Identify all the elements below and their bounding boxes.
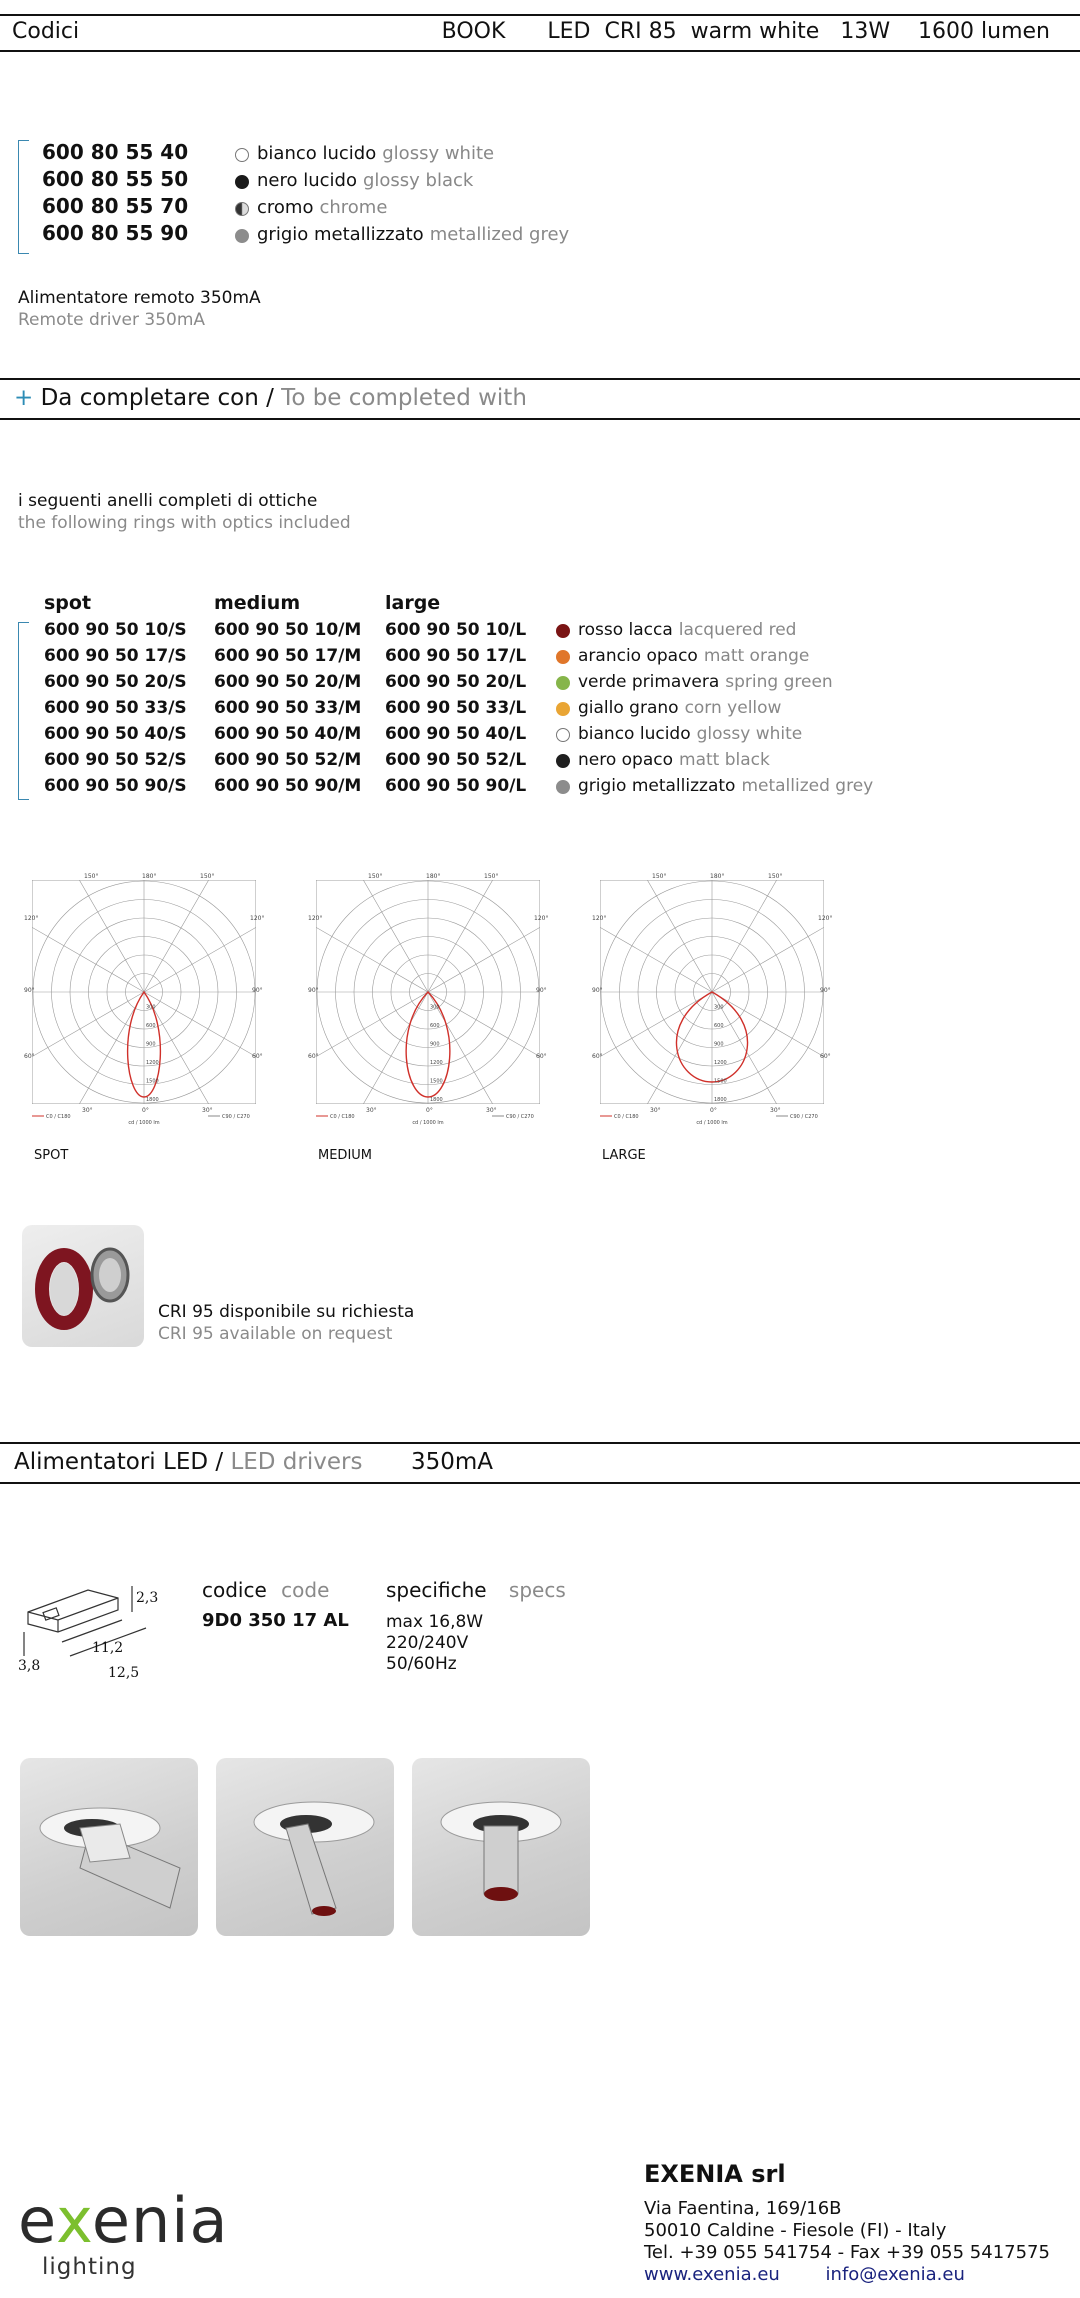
drivers-sep: /	[215, 1449, 224, 1475]
ring-photo	[22, 1225, 144, 1347]
finish-en: chrome	[319, 197, 388, 218]
codes-bracket	[18, 140, 29, 254]
angle-label: 150°	[768, 873, 783, 880]
company-name: EXENIA srl	[644, 2160, 786, 2188]
code-label-it: codice	[202, 1578, 267, 1602]
ring-color-it: grigio metallizzato	[578, 776, 736, 796]
finish-en: glossy black	[362, 170, 474, 191]
unit-label: cd / 1000 lm	[412, 1120, 444, 1126]
ring-color-it: arancio opaco	[578, 646, 698, 666]
angle-label: 150°	[84, 873, 99, 880]
driver-dim-length: 12,5	[108, 1665, 140, 1681]
exenia-logo	[18, 2184, 229, 2280]
cri-note-it: CRI 95 disponibile su richiesta	[158, 1302, 415, 1322]
ring-code-medium: 600 90 50 10/M	[214, 620, 362, 640]
angle-label: 90°	[252, 987, 263, 994]
finish-en: metallized grey	[429, 224, 570, 245]
angle-label: 120°	[24, 915, 39, 922]
angle-label: 30°	[82, 1107, 93, 1114]
rings-header-spot: spot	[44, 592, 92, 614]
ring-value-label: 1500	[146, 1078, 159, 1085]
ring-value-label: 1500	[714, 1078, 727, 1085]
product-photo-3	[412, 1758, 590, 1936]
legend-c0-label: C0 / C180	[330, 1114, 355, 1120]
angle-label: 150°	[652, 873, 667, 880]
ring-color-en: glossy white	[696, 724, 803, 744]
code-label-en: code	[281, 1578, 330, 1602]
plus-icon: +	[14, 385, 34, 411]
rings-note-en: the following rings with optics included	[18, 513, 351, 533]
ring-color-swatch-icon	[556, 754, 570, 768]
finish-swatch-icon	[235, 148, 249, 162]
angle-label: 90°	[536, 987, 547, 994]
driver-note-en: Remote driver 350mA	[18, 310, 206, 330]
company-address-1: Via Faentina, 169/16B	[644, 2198, 842, 2219]
spec-line-2: 220/240V	[386, 1633, 469, 1653]
angle-label: 60°	[24, 1053, 35, 1060]
ring-code-medium: 600 90 50 52/M	[214, 750, 362, 770]
ring-value-label: 1200	[714, 1060, 727, 1066]
ring-value-label: 900	[146, 1041, 156, 1048]
ring-row	[44, 669, 864, 695]
angle-label: 180°	[142, 873, 157, 880]
company-email-link[interactable]: info@exenia.eu	[825, 2264, 965, 2285]
code-number: 600 80 55 90	[42, 221, 189, 245]
complete-bar	[0, 378, 1080, 420]
ring-color-it: nero opaco	[578, 750, 674, 770]
angle-label: 120°	[592, 915, 607, 922]
legend-c0-label: C0 / C180	[46, 1114, 71, 1120]
ring-code-spot: 600 90 50 90/S	[44, 776, 187, 796]
complete-title-en: To be completed with	[281, 385, 527, 411]
ring-code-large: 600 90 50 17/L	[385, 646, 527, 666]
ring-value-label: 1200	[146, 1060, 159, 1066]
polar-caption: SPOT	[34, 1148, 69, 1163]
spec-label-en: specs	[508, 1578, 566, 1602]
angle-label: 90°	[24, 987, 35, 994]
angle-label: 90°	[592, 987, 603, 994]
header-bar	[0, 14, 1080, 52]
product-photo-1	[20, 1758, 198, 1936]
logo-wordmark: exenia	[18, 2184, 229, 2257]
spec-line-3: 50/60Hz	[386, 1654, 457, 1674]
finish-swatch-icon	[235, 175, 249, 189]
ring-color-en: lacquered red	[678, 620, 797, 640]
angle-label: 60°	[536, 1053, 547, 1060]
angle-label: 60°	[592, 1053, 603, 1060]
spec-label-it: specifiche	[386, 1578, 487, 1602]
driver-code: 9D0 350 17 AL	[202, 1610, 349, 1631]
ring-row	[44, 721, 864, 747]
ring-color-en: corn yellow	[684, 698, 782, 718]
polar-caption: LARGE	[602, 1148, 646, 1163]
code-row	[42, 139, 602, 166]
rings-table	[44, 617, 874, 799]
angle-label: 150°	[368, 873, 383, 880]
company-phone: Tel. +39 055 541754 - Fax +39 055 5417575	[644, 2242, 1050, 2263]
code-row	[42, 193, 602, 220]
codes-list	[42, 139, 602, 247]
spec-line-1: max 16,8W	[386, 1612, 484, 1632]
polar-diagram-large	[590, 868, 833, 1128]
header-left: Codici	[12, 19, 80, 44]
angle-label: 180°	[710, 873, 725, 880]
ring-code-medium: 600 90 50 33/M	[214, 698, 362, 718]
finish-it: grigio metallizzato	[257, 224, 424, 245]
unit-label: cd / 1000 lm	[696, 1120, 728, 1126]
angle-label: 60°	[308, 1053, 319, 1060]
cri-note-en: CRI 95 available on request	[158, 1324, 393, 1344]
complete-title-it: Da completare con	[40, 385, 259, 411]
ring-color-swatch-icon	[556, 624, 570, 638]
ring-value-label: 1500	[430, 1078, 443, 1085]
angle-label: 0°	[710, 1107, 717, 1114]
ring-code-medium: 600 90 50 17/M	[214, 646, 362, 666]
ring-color-en: spring green	[725, 672, 833, 692]
ring-color-it: verde primavera	[578, 672, 720, 692]
ring-color-en: metallized grey	[741, 776, 874, 796]
ring-code-spot: 600 90 50 40/S	[44, 724, 187, 744]
angle-label: 30°	[486, 1107, 497, 1114]
ring-value-label: 1200	[430, 1060, 443, 1066]
ring-value-label: 1800	[146, 1097, 159, 1103]
driver-dim-depth: 3,8	[18, 1658, 41, 1674]
ring-value-label: 1800	[714, 1097, 727, 1103]
ring-code-medium: 600 90 50 40/M	[214, 724, 362, 744]
polar-diagram-spot	[22, 868, 265, 1128]
ring-code-large: 600 90 50 10/L	[385, 620, 527, 640]
ring-value-label: 1800	[430, 1097, 443, 1103]
angle-label: 180°	[426, 873, 441, 880]
finish-swatch-icon	[235, 202, 249, 216]
ring-code-medium: 600 90 50 20/M	[214, 672, 362, 692]
ring-color-swatch-icon	[556, 702, 570, 716]
driver-dim-width: 11,2	[92, 1640, 124, 1656]
ring-color-swatch-icon	[556, 676, 570, 690]
ring-code-spot: 600 90 50 52/S	[44, 750, 187, 770]
company-website-link[interactable]: www.exenia.eu	[644, 2264, 780, 2285]
product-image-2	[216, 1758, 394, 1936]
ring-value-label: 900	[714, 1041, 724, 1048]
code-number: 600 80 55 40	[42, 140, 189, 164]
angle-label: 30°	[366, 1107, 377, 1114]
angle-label: 120°	[250, 915, 265, 922]
driver-note-it: Alimentatore remoto 350mA	[18, 288, 261, 308]
angle-label: 120°	[818, 915, 833, 922]
angle-label: 150°	[200, 873, 215, 880]
ring-code-spot: 600 90 50 33/S	[44, 698, 187, 718]
legend-c90-label: C90 / C270	[506, 1114, 534, 1120]
ring-value-label: 300	[146, 1004, 156, 1011]
ring-value-label: 600	[714, 1023, 724, 1029]
drivers-bar	[0, 1442, 1080, 1484]
ring-value-label: 900	[430, 1041, 440, 1048]
ring-color-it: bianco lucido	[578, 724, 691, 744]
finish-it: bianco lucido	[257, 143, 377, 164]
code-number: 600 80 55 70	[42, 194, 189, 218]
angle-label: 60°	[820, 1053, 831, 1060]
product-image-3	[412, 1758, 590, 1936]
ring-value-label: 600	[146, 1023, 156, 1029]
angle-label: 150°	[484, 873, 499, 880]
angle-label: 90°	[308, 987, 319, 994]
header-right: BOOK LED CRI 85 warm white 13W 1600 lumen	[441, 19, 1050, 44]
drivers-value: 350mA	[411, 1449, 494, 1475]
angle-label: 120°	[308, 915, 323, 922]
legend-c90-label: C90 / C270	[222, 1114, 250, 1120]
finish-it: nero lucido	[257, 170, 357, 191]
product-image-1	[20, 1758, 198, 1936]
product-photo-2	[216, 1758, 394, 1936]
ring-code-large: 600 90 50 52/L	[385, 750, 527, 770]
ring-value-label: 600	[430, 1023, 440, 1029]
polar-caption: MEDIUM	[318, 1148, 373, 1163]
ring-row	[44, 617, 864, 643]
polar-diagram-medium	[306, 868, 549, 1128]
ring-code-spot: 600 90 50 10/S	[44, 620, 187, 640]
driver-dim-height: 2,3	[136, 1590, 159, 1606]
company-address-2: 50010 Caldine - Fiesole (FI) - Italy	[644, 2220, 947, 2241]
angle-label: 30°	[202, 1107, 213, 1114]
angle-label: 90°	[820, 987, 831, 994]
finish-swatch-icon	[235, 229, 249, 243]
ring-row	[44, 695, 864, 721]
legend-c0-label: C0 / C180	[614, 1114, 639, 1120]
angle-label: 30°	[650, 1107, 661, 1114]
ring-code-large: 600 90 50 20/L	[385, 672, 527, 692]
ring-code-spot: 600 90 50 20/S	[44, 672, 187, 692]
angle-label: 60°	[252, 1053, 263, 1060]
code-row	[42, 220, 602, 247]
legend-c90-label: C90 / C270	[790, 1114, 818, 1120]
ring-code-medium: 600 90 50 90/M	[214, 776, 362, 796]
ring-code-spot: 600 90 50 17/S	[44, 646, 187, 666]
finish-it: cromo	[257, 197, 314, 218]
drivers-title-it: Alimentatori LED	[14, 1449, 209, 1475]
logo-accent-letter: x	[56, 2184, 92, 2257]
ring-color-swatch-icon	[556, 780, 570, 794]
ring-color-swatch-icon	[556, 728, 570, 742]
ring-code-large: 600 90 50 90/L	[385, 776, 527, 796]
code-row	[42, 166, 602, 193]
ring-image	[22, 1225, 144, 1347]
ring-color-en: matt black	[679, 750, 770, 770]
company-info	[644, 2160, 1050, 2286]
ring-row	[44, 643, 864, 669]
unit-label: cd / 1000 lm	[128, 1120, 160, 1126]
ring-row	[44, 773, 874, 799]
angle-label: 120°	[534, 915, 549, 922]
ring-color-en: matt orange	[703, 646, 810, 666]
logo-subtitle: lighting	[42, 2254, 137, 2280]
rings-note-it: i seguenti anelli completi di ottiche	[18, 491, 318, 511]
ring-value-label: 300	[714, 1004, 724, 1011]
ring-color-it: giallo grano	[578, 698, 679, 718]
complete-sep: /	[266, 385, 274, 411]
rings-header-large: large	[385, 592, 441, 614]
code-number: 600 80 55 50	[42, 167, 189, 191]
rings-header-medium: medium	[214, 592, 301, 614]
ring-color-swatch-icon	[556, 650, 570, 664]
angle-label: 0°	[426, 1107, 433, 1114]
ring-code-large: 600 90 50 40/L	[385, 724, 527, 744]
finish-en: glossy white	[382, 143, 495, 164]
ring-row	[44, 747, 864, 773]
ring-code-large: 600 90 50 33/L	[385, 698, 527, 718]
angle-label: 0°	[142, 1107, 149, 1114]
rings-bracket	[18, 622, 29, 800]
ring-color-it: rosso lacca	[578, 620, 673, 640]
angle-label: 30°	[770, 1107, 781, 1114]
ring-value-label: 300	[430, 1004, 440, 1011]
drivers-title-en: LED drivers	[230, 1449, 363, 1475]
